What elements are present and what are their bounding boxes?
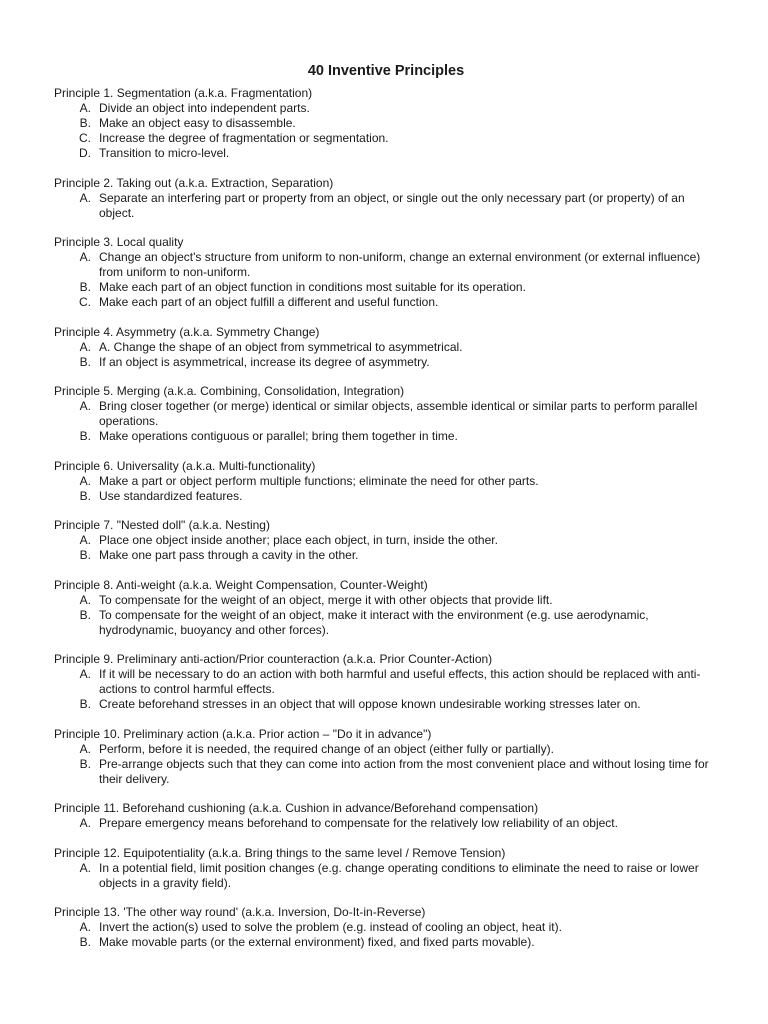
item-text: Bring closer together (or merge) identical or similar objects, assemble identical or similar parts to perform parallel operations. <box>99 399 698 428</box>
list-item <box>54 757 718 787</box>
item-letter: B. <box>79 488 91 503</box>
list-item <box>54 920 718 935</box>
item-text: Invert the action(s) used to solve the problem (e.g. instead of cooling an object, heat it). <box>99 920 562 934</box>
list-item <box>54 489 718 504</box>
principle-items <box>54 742 718 787</box>
item-text: Make each part of an object function in conditions most suitable for its operation. <box>99 280 526 294</box>
document-title: 40 Inventive Principles <box>307 63 465 79</box>
item-text: A. Change the shape of an object from symmetrical to asymmetrical. <box>99 339 463 354</box>
list-item <box>54 191 718 221</box>
principle-heading: Principle 12. Equipotentiality (a.k.a. Bring things to the same level / Remove Tension) <box>54 845 506 860</box>
item-text: Transition to micro-level. <box>99 146 230 160</box>
item-letter: A. <box>79 250 91 264</box>
principle-heading: Principle 10. Preliminary action (a.k.a. Prior action – "Do it in advance") <box>54 726 432 741</box>
item-text: Make a part or object perform multiple functions; eliminate the need for other parts. <box>99 473 539 488</box>
principle-block <box>54 86 718 161</box>
item-text: Perform, before it is needed, the required change of an object (either fully or partially). <box>99 741 554 756</box>
item-letter: A. <box>79 101 91 115</box>
list-item <box>54 667 718 697</box>
list-item <box>54 429 718 444</box>
list-item <box>54 295 718 310</box>
list-item <box>54 697 718 712</box>
list-item <box>54 116 718 131</box>
list-item <box>54 608 718 638</box>
list-item <box>54 280 718 295</box>
principle-block <box>54 384 718 444</box>
list-item <box>54 399 718 429</box>
item-text: Separate an interfering part or property from an object, or single out the only necessary part (or property) of an object. <box>99 190 685 220</box>
item-text: Pre-arrange objects such that they can come into action from the most convenient place and without losing time for their delivery. <box>99 756 709 786</box>
principle-items <box>54 399 718 444</box>
item-text: Make movable parts (or the external environment) fixed, and fixed parts movable). <box>99 935 535 949</box>
principle-items <box>54 250 718 310</box>
item-letter: C. <box>79 131 91 145</box>
item-letter: B. <box>79 280 91 294</box>
principle-heading: Principle 3. Local quality <box>54 235 184 249</box>
item-letter: B. <box>79 935 91 949</box>
item-text: To compensate for the weight of an object, make it interact with the environment (e.g. use aerodynamic, hydrodynamic, buoyancy and other forces). <box>99 607 649 637</box>
item-text: Increase the degree of fragmentation or segmentation. <box>99 131 389 145</box>
item-letter: A. <box>79 816 91 830</box>
list-item <box>54 935 718 950</box>
item-text: Make each part of an object fulfill a different and useful function. <box>99 295 439 309</box>
list-item <box>54 355 718 370</box>
item-letter: A. <box>79 592 91 607</box>
item-text: Make an object easy to disassemble. <box>99 116 296 130</box>
item-text: If an object is asymmetrical, increase its degree of asymmetry. <box>99 354 430 369</box>
principle-block <box>54 176 718 221</box>
principle-items <box>54 101 718 161</box>
item-letter: A. <box>79 190 91 205</box>
item-letter: B. <box>79 354 91 369</box>
principle-items <box>54 191 718 221</box>
principle-heading: Principle 11. Beforehand cushioning (a.k.a. Cushion in advance/Beforehand compensation) <box>54 801 539 815</box>
list-item <box>54 101 718 116</box>
principle-items <box>54 593 718 638</box>
principle-items <box>54 533 718 563</box>
item-text: Place one object inside another; place each object, in turn, inside the other. <box>99 533 498 547</box>
principle-items <box>54 474 718 504</box>
item-letter: A. <box>79 860 91 875</box>
item-text: Divide an object into independent parts. <box>99 101 310 115</box>
principle-block <box>54 905 718 950</box>
principle-heading: Principle 9. Preliminary anti-action/Prior counteraction (a.k.a. Prior Counter-Action) <box>54 652 493 666</box>
principle-block <box>54 518 718 563</box>
principle-block <box>54 459 718 504</box>
principle-heading: Principle 6. Universality (a.k.a. Multi-functionality) <box>54 458 316 473</box>
list-item <box>54 593 718 608</box>
principle-heading: Principle 13. 'The other way round' (a.k.a. Inversion, Do-It-in-Reverse) <box>54 905 426 919</box>
item-letter: B. <box>79 548 91 562</box>
principle-items <box>54 920 718 950</box>
principle-items <box>54 816 718 831</box>
item-letter: B. <box>79 116 91 130</box>
item-letter: A. <box>79 667 91 681</box>
list-item <box>54 533 718 548</box>
principle-block <box>54 801 718 831</box>
item-letter: A. <box>79 533 91 547</box>
principle-heading: Principle 4. Asymmetry (a.k.a. Symmetry Change) <box>54 324 320 339</box>
principle-block <box>54 727 718 787</box>
item-letter: A. <box>79 473 91 488</box>
list-item <box>54 816 718 831</box>
principle-items <box>54 667 718 712</box>
item-letter: D. <box>79 146 91 160</box>
list-item <box>54 340 718 355</box>
principle-heading: Principle 8. Anti-weight (a.k.a. Weight Compensation, Counter-Weight) <box>54 577 428 592</box>
item-text: Prepare emergency means beforehand to compensate for the relatively low reliability of an object. <box>99 816 618 830</box>
principle-block <box>54 846 718 891</box>
principle-items <box>54 340 718 370</box>
principle-heading: Principle 2. Taking out (a.k.a. Extraction, Separation) <box>54 175 334 190</box>
principle-block <box>54 325 718 370</box>
item-letter: A. <box>79 741 91 756</box>
item-letter: B. <box>79 697 91 711</box>
principle-block <box>54 652 718 712</box>
item-text: Make operations contiguous or parallel; bring them together in time. <box>99 429 458 443</box>
item-text: Change an object's structure from uniform to non-uniform, change an external environment (or external influence) from uniform to non-uniform. <box>99 250 701 279</box>
item-letter: B. <box>79 607 91 622</box>
item-text: To compensate for the weight of an object, merge it with other objects that provide lift. <box>99 592 553 607</box>
item-text: Create beforehand stresses in an object that will oppose known undesirable working stresses later on. <box>99 697 641 711</box>
item-letter: C. <box>79 295 91 309</box>
item-letter: A. <box>79 920 91 934</box>
item-letter: A. <box>79 399 91 413</box>
principle-items <box>54 861 718 891</box>
principle-heading: Principle 5. Merging (a.k.a. Combining, Consolidation, Integration) <box>54 384 405 398</box>
item-text: Use standardized features. <box>99 488 243 503</box>
item-letter: A. <box>79 339 91 354</box>
list-item <box>54 861 718 891</box>
list-item <box>54 146 718 161</box>
item-text: In a potential field, limit position changes (e.g. change operating conditions to eliminate the need to raise or lower objects in a gravity field). <box>99 860 699 890</box>
list-item <box>54 742 718 757</box>
item-letter: B. <box>79 429 91 443</box>
item-text: If it will be necessary to do an action with both harmful and useful effects, this action should be replaced with anti-actions to control harmful effects. <box>99 667 701 696</box>
list-item <box>54 131 718 146</box>
list-item <box>54 250 718 280</box>
principle-block <box>54 235 718 310</box>
list-item <box>54 548 718 563</box>
principle-heading: Principle 1. Segmentation (a.k.a. Fragmentation) <box>54 86 313 100</box>
list-item <box>54 474 718 489</box>
item-letter: B. <box>79 756 91 771</box>
principle-heading: Principle 7. "Nested doll" (a.k.a. Nesting) <box>54 518 270 532</box>
principles-list <box>54 86 718 950</box>
principle-block <box>54 578 718 638</box>
item-text: Make one part pass through a cavity in the other. <box>99 548 359 562</box>
